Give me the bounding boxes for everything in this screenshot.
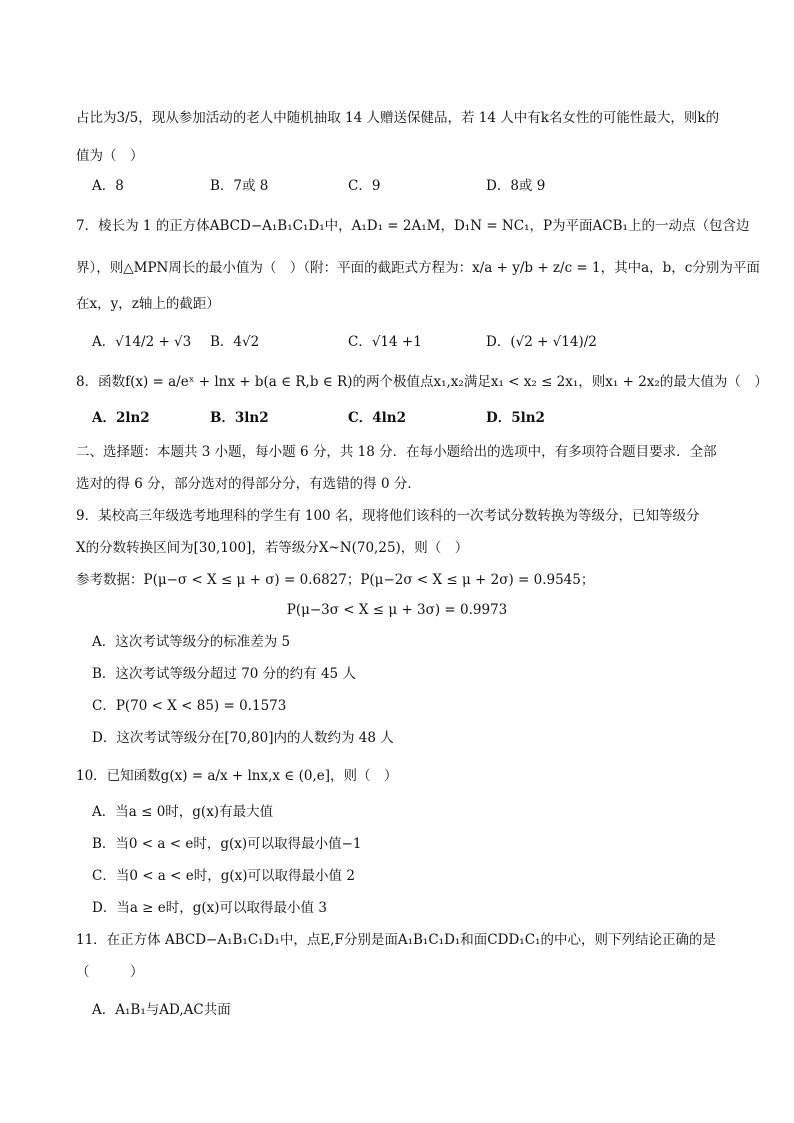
q7-option-a: A．√14/2 + √3 (92, 334, 192, 350)
q11-option-a: A．A₁B₁与AD,AC共面 (92, 1002, 231, 1018)
q8-stem: 8．函数f(x) = a/eˣ + lnx + b(a ∈ R,b ∈ R)的两个极值点x₁,x₂满足x₁ < x₂ ≤ 2x₁，则x₁ + 2x₂的最大值为（ ） (76, 374, 768, 390)
q8-option-a: A．2ln2 (92, 410, 150, 426)
q6-option-a: A．8 (92, 178, 124, 194)
section-2-heading-line-2: 选对的得 6 分，部分选对的得部分分，有选错的得 0 分． (76, 476, 421, 492)
q10-option-d: D．当a ≥ e时，g(x)可以取得最小值 3 (92, 900, 327, 916)
q7-stem-line-3: 在x，y，z轴上的截距） (76, 296, 220, 312)
q9-reference-line-2: P(μ−3σ < X ≤ μ + 3σ) = 0.9973 (286, 602, 508, 618)
q9-stem-line-1: 9．某校高三年级选考地理科的学生有 100 名，现将他们该科的一次考试分数转换为等级分，已知等级分 (76, 508, 700, 524)
q11-stem-line-1: 11．在正方体 ABCD−A₁B₁C₁D₁中，点E,F分别是面A₁B₁C₁D₁和面CDD₁C₁的中心，则下列结论正确的是 (76, 932, 716, 948)
section-2-heading-line-1: 二、选择题：本题共 3 小题，每小题 6 分，共 18 分．在每小题给出的选项中，有多项符合题目要求．全部 (76, 444, 717, 460)
q6-option-c: C．9 (348, 178, 381, 194)
q9-option-b: B．这次考试等级分超过 70 分的约有 45 人 (92, 666, 356, 682)
q9-stem-line-2: X的分数转换区间为[30,100]，若等级分X~N(70,25)，则（ ） (76, 540, 469, 556)
q7-option-b: B．4√2 (210, 334, 260, 350)
q7-option-d: D．(√2 + √14)/2 (486, 334, 597, 350)
q10-option-a: A．当a ≤ 0时，g(x)有最大值 (92, 804, 274, 820)
q10-stem: 10．已知函数g(x) = a/x + lnx,x ∈ (0,e]，则（ ） (76, 768, 398, 784)
q7-stem-line-2: 界），则△MPN周长的最小值为（ ）（附：平面的截距式方程为：x/a + y/b + z/c = 1，其中a，b，c分别为平面 (76, 260, 760, 276)
q11-stem-line-2: （ ） (76, 964, 144, 980)
q9-option-a: A．这次考试等级分的标准差为 5 (92, 634, 291, 650)
q8-option-d: D．5ln2 (486, 410, 545, 426)
q6-option-b: B．7或 8 (210, 178, 269, 194)
q6-stem-line-1: 占比为3/5，现从参加活动的老人中随机抽取 14 人赠送保健品，若 14 人中有k名女性的可能性最大，则k的 (76, 110, 720, 126)
q7-stem-line-1: 7．棱长为 1 的正方体ABCD−A₁B₁C₁D₁中，A₁D₁ = 2A₁M，D₁N = NC₁，P为平面ACB₁上的一动点（包含边 (76, 218, 750, 234)
q8-option-c: C．4ln2 (348, 410, 406, 426)
q8-option-b: B．3ln2 (210, 410, 269, 426)
q7-option-c: C．√14 +1 (348, 334, 422, 350)
q6-stem-line-2: 值为（ ） (76, 148, 144, 164)
q9-reference-line-1: 参考数据：P(μ−σ < X ≤ μ + σ) = 0.6827；P(μ−2σ < X ≤ μ + 2σ) = 0.9545； (76, 572, 595, 588)
q10-option-b: B．当0 < a < e时，g(x)可以取得最小值−1 (92, 836, 362, 852)
q6-option-d: D．8或 9 (486, 178, 546, 194)
q10-option-c: C．当0 < a < e时，g(x)可以取得最小值 2 (92, 868, 355, 884)
q9-option-c: C．P(70 < X < 85) = 0.1573 (92, 698, 287, 714)
q9-option-d: D．这次考试等级分在[70,80]内的人数约为 48 人 (92, 730, 394, 746)
